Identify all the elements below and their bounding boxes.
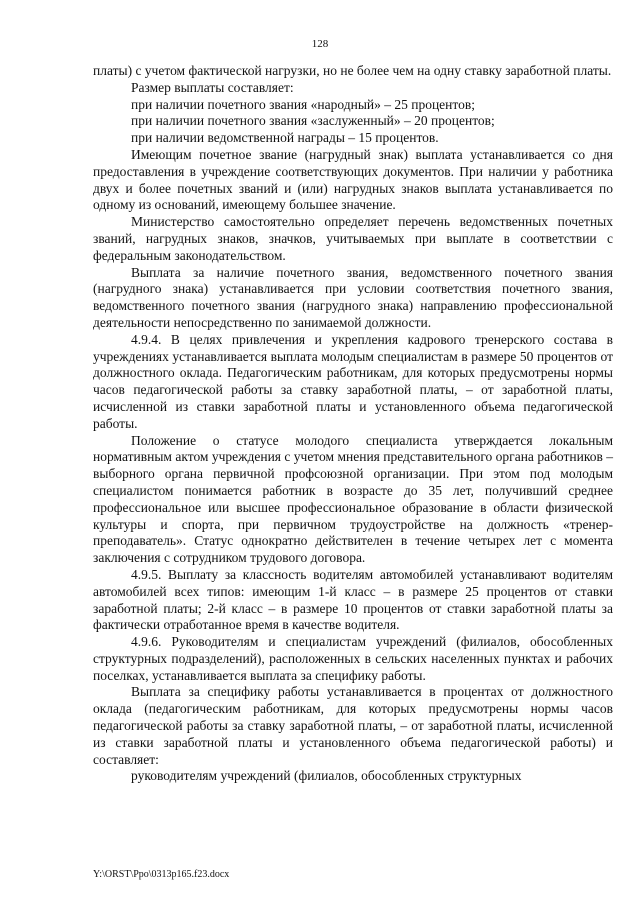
- paragraph: Имеющим почетное звание (нагрудный знак) выплата устанавливается со дня предоставления в учреждение соответствующих документов. При наличии у работника двух и более почетных званий и (или) нагрудных знаков выплата устанавливается по одному из оснований, имеющему большее значение.: [93, 146, 613, 213]
- page-number: 128: [311, 38, 329, 50]
- paragraph: Выплата за специфику работы устанавливается в процентах от должностного оклада (педагогическим работникам, для которых предусмотрены нормы часов педагогической работы за ставку заработной платы, – от заработной платы, исчисленной из ставки заработной платы и установленного объема педагогической работы) и составляет:: [93, 684, 613, 767]
- footer-file-path: Y:\ORST\Ppo\0313p165.f23.docx: [93, 869, 230, 880]
- paragraph: 4.9.4. В целях привлечения и укрепления кадрового тренерского состава в учреждениях устанавливается выплата молодым специалистам в размере 50 процентов от должностного оклада. Педагогическим работникам, для которых предусмотрены нормы часов педагогической работы за ставку заработной платы, – от заработной платы, исчисленной из ставки заработной платы и установленного объема педагогической работы.: [93, 331, 613, 431]
- paragraph: руководителям учреждений (филиалов, обособленных структурных: [131, 768, 522, 784]
- paragraph: 4.9.5. Выплату за классность водителям автомобилей устанавливают водителям автомобилей всех типов: имеющим 1-й класс – в размере 25 процентов от ставки заработной платы; 2-й класс – в размере 10 процентов от ставки заработной платы за фактически отработанное время в качестве водителя.: [93, 566, 613, 633]
- paragraph: при наличии почетного звания «заслуженный» – 20 процентов;: [131, 113, 495, 129]
- paragraph: при наличии ведомственной награды – 15 процентов.: [131, 130, 439, 146]
- paragraph: Министерство самостоятельно определяет перечень ведомственных почетных званий, нагрудных знаков, значков, учитываемых при выплате в соответствии с федеральным законодательством.: [93, 214, 613, 263]
- paragraph: платы) с учетом фактической нагрузки, но не более чем на одну ставку заработной платы.: [93, 63, 612, 78]
- paragraph: Положение о статусе молодого специалиста утверждается локальным нормативным актом учреждения с учетом мнения представительного органа работников – выборного органа первичной профсоюзной организации. При этом под молодым специалистом понимается работник в возрасте до 35 лет, получивший среднее профессиональное или высшее профессиональное образование в области физической культуры и спорта, при первичном трудоустройстве на должность «тренер-преподаватель». Статус однократно действителен в течение четырех лет с момента заключения с сотрудником трудового договора.: [93, 432, 613, 566]
- paragraph: при наличии почетного звания «народный» – 25 процентов;: [131, 96, 475, 112]
- document-body: [93, 63, 613, 785]
- paragraph: Выплата за наличие почетного звания, ведомственного почетного звания (нагрудного знака) устанавливается при условии соответствия почетного звания, ведомственного почетного звания (нагрудного знака) направлению профессиональной деятельности непосредственно по занимаемой должности.: [93, 264, 613, 330]
- paragraph: Размер выплаты составляет:: [131, 79, 294, 95]
- paragraph: 4.9.6. Руководителям и специалистам учреждений (филиалов, обособленных структурных подразделений), расположенных в сельских населенных пунктах и рабочих поселках, устанавливается выплата за специфику работы.: [93, 634, 613, 683]
